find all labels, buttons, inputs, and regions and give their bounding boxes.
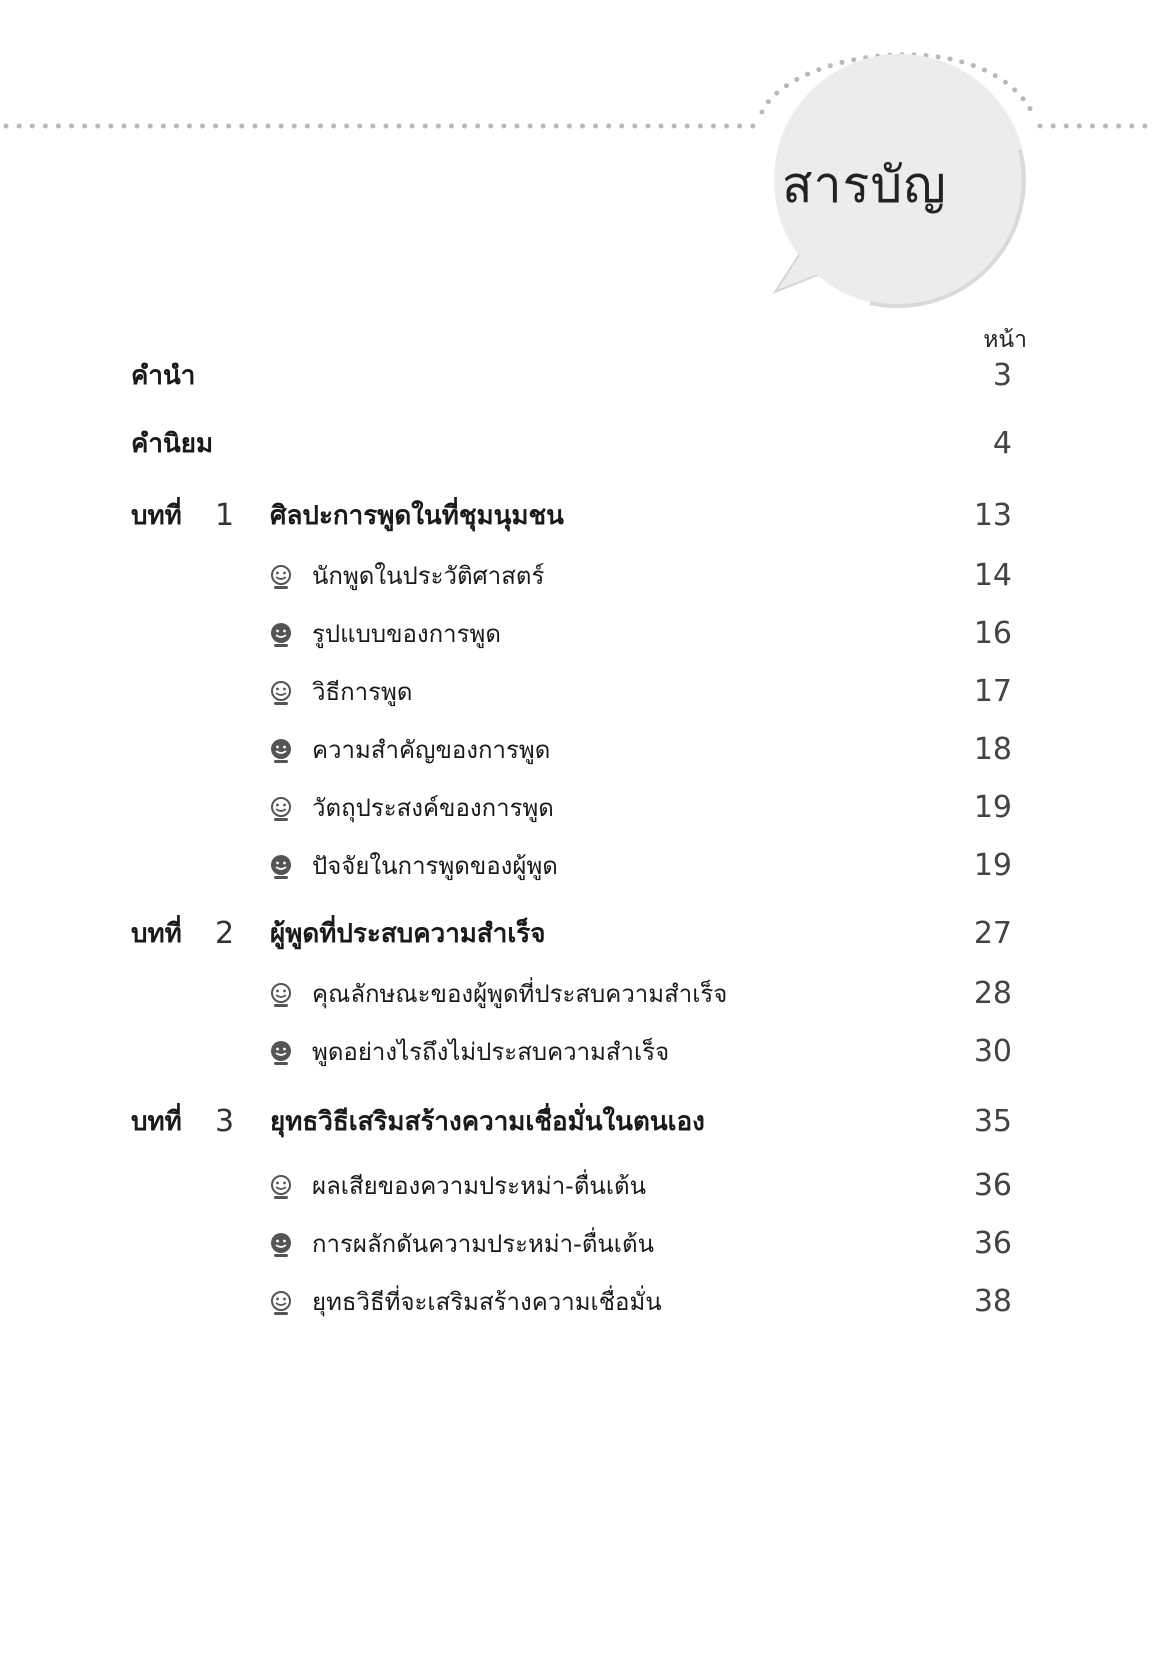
filled-face-icon [268, 738, 294, 764]
chapter-title: ยุทธวิธีเสริมสร้างความเชื่อมั่นในตนเอง [270, 1107, 705, 1137]
section-page-number: 36 [973, 1168, 1012, 1203]
toc-chapter-3[interactable] [0, 1102, 1157, 1142]
chapter-prefix: บทที่ [131, 501, 182, 531]
entry-page-number: 4 [992, 426, 1012, 461]
filled-face-icon [268, 854, 294, 880]
entry-page-number: 3 [992, 358, 1012, 393]
section-page-number: 28 [973, 976, 1012, 1011]
section-page-number: 16 [973, 616, 1012, 651]
chapter-prefix: บทที่ [131, 1107, 182, 1137]
section-label: คุณลักษณะของผู้พูดที่ประสบความสำเร็จ [312, 980, 728, 1008]
filled-face-icon [268, 1232, 294, 1258]
toc-entry-intro[interactable] [0, 356, 1157, 396]
toc-section[interactable] [0, 1166, 1157, 1206]
outline-face-icon [268, 564, 294, 590]
page-column-label: หน้า [983, 327, 1027, 353]
outline-face-icon [268, 1174, 294, 1200]
section-label: พูดอย่างไรถึงไม่ประสบความสำเร็จ [312, 1038, 670, 1066]
section-page-number: 17 [973, 674, 1012, 709]
toc-section[interactable] [0, 846, 1157, 886]
section-label: รูปแบบของการพูด [312, 620, 501, 648]
chapter-title: ผู้พูดที่ประสบความสำเร็จ [270, 919, 546, 949]
section-page-number: 36 [973, 1226, 1012, 1261]
chapter-number: 3 [215, 1104, 235, 1139]
outline-face-icon [268, 982, 294, 1008]
section-page-number: 19 [973, 848, 1012, 883]
toc-section[interactable] [0, 672, 1157, 712]
entry-label: คำนิยม [131, 429, 214, 459]
section-label: วัตถุประสงค์ของการพูด [312, 794, 554, 822]
section-page-number: 38 [973, 1284, 1012, 1319]
outline-face-icon [268, 680, 294, 706]
section-label: การผลักดันความประหม่า-ตื่นเต้น [312, 1230, 654, 1258]
toc-section[interactable] [0, 974, 1157, 1014]
toc-section[interactable] [0, 1224, 1157, 1264]
chapter-number: 1 [215, 498, 235, 533]
toc-section[interactable] [0, 556, 1157, 596]
section-label: ผลเสียของความประหม่า-ตื่นเต้น [312, 1172, 647, 1200]
toc-section[interactable] [0, 614, 1157, 654]
section-label: ยุทธวิธีที่จะเสริมสร้างความเชื่อมั่น [312, 1288, 662, 1316]
section-page-number: 14 [973, 558, 1012, 593]
outline-face-icon [268, 1290, 294, 1316]
section-label: ปัจจัยในการพูดของผู้พูด [312, 852, 558, 880]
section-label: ความสำคัญของการพูด [312, 736, 551, 764]
chapter-prefix: บทที่ [131, 919, 182, 949]
page-title: สารบัญ [782, 156, 947, 214]
section-label: วิธีการพูด [312, 678, 413, 706]
toc-chapter-2[interactable] [0, 914, 1157, 954]
section-page-number: 18 [973, 732, 1012, 767]
chapter-page-number: 13 [973, 498, 1012, 533]
section-page-number: 30 [973, 1034, 1012, 1069]
entry-label: คำนำ [131, 361, 196, 391]
toc-section[interactable] [0, 730, 1157, 770]
chapter-title: ศิลปะการพูดในที่ชุมนุมชน [270, 501, 564, 531]
filled-face-icon [268, 622, 294, 648]
toc-chapter-1[interactable] [0, 496, 1157, 536]
section-label: นักพูดในประวัติศาสตร์ [312, 562, 545, 590]
toc-section[interactable] [0, 1032, 1157, 1072]
toc-section[interactable] [0, 1282, 1157, 1322]
toc-entry-acknowledgement[interactable] [0, 424, 1157, 464]
toc-section[interactable] [0, 788, 1157, 828]
outline-face-icon [268, 796, 294, 822]
filled-face-icon [268, 1040, 294, 1066]
chapter-page-number: 35 [973, 1104, 1012, 1139]
chapter-number: 2 [215, 916, 235, 951]
section-page-number: 19 [973, 790, 1012, 825]
chapter-page-number: 27 [973, 916, 1012, 951]
